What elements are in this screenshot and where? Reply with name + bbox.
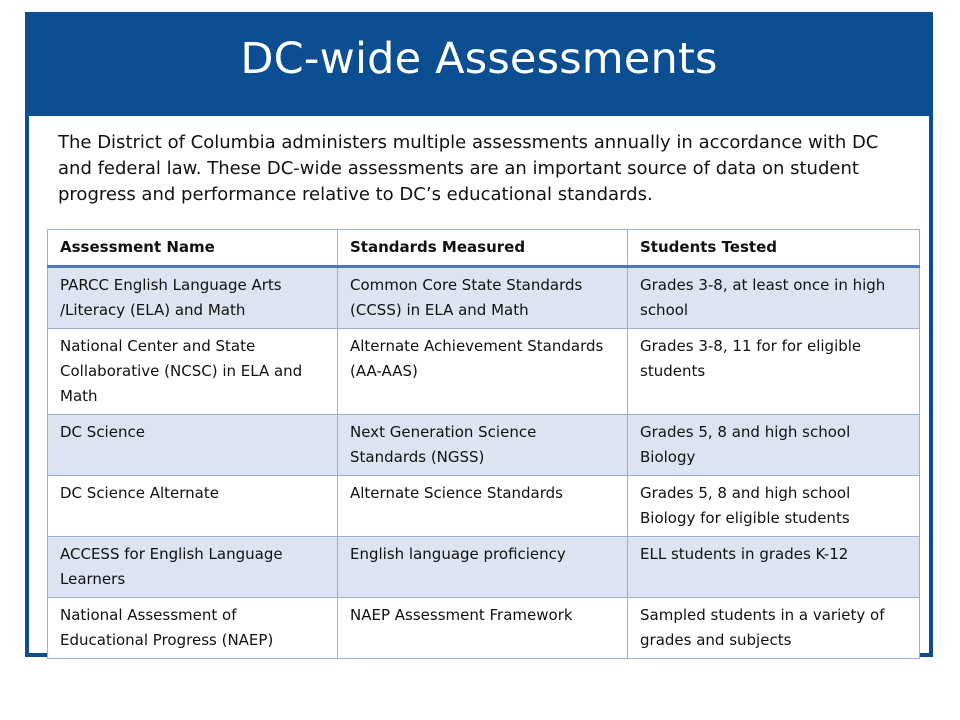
- cell-assessment-name: ACCESS for English Language Learners: [48, 537, 338, 598]
- cell-standards-measured: Alternate Science Standards: [338, 476, 628, 537]
- column-header-standards-measured: Standards Measured: [338, 230, 628, 267]
- cell-students-tested: Sampled students in a variety of grades and subjects: [628, 598, 920, 659]
- cell-standards-measured: Common Core State Standards (CCSS) in ELA and Math: [338, 267, 628, 329]
- cell-students-tested: Grades 3-8, 11 for for eligible students: [628, 329, 920, 415]
- cell-standards-measured: English language proficiency: [338, 537, 628, 598]
- table-row: [48, 537, 920, 598]
- cell-assessment-name: DC Science Alternate: [48, 476, 338, 537]
- cell-assessment-name: DC Science: [48, 415, 338, 476]
- cell-assessment-name: National Center and State Collaborative (NCSC) in ELA and Math: [48, 329, 338, 415]
- cell-standards-measured: NAEP Assessment Framework: [338, 598, 628, 659]
- table-header-row: [48, 230, 920, 267]
- column-header-students-tested: Students Tested: [628, 230, 920, 267]
- table-row: [48, 415, 920, 476]
- table-row: [48, 598, 920, 659]
- column-header-assessment-name: Assessment Name: [48, 230, 338, 267]
- table-row: [48, 329, 920, 415]
- table-row: [48, 476, 920, 537]
- cell-students-tested: ELL students in grades K-12: [628, 537, 920, 598]
- intro-paragraph: The District of Columbia administers multiple assessments annually in accordance with DC and federal law. These DC-wide assessments are an important source of data on student progress and performance relative to DC’s educational standards.: [58, 132, 879, 205]
- page-title: DC-wide Assessments: [240, 34, 718, 84]
- title-banner: [25, 12, 933, 116]
- assessments-table: [47, 229, 920, 659]
- cell-assessment-name: PARCC English Language Arts /Literacy (ELA) and Math: [48, 267, 338, 329]
- cell-students-tested: Grades 3-8, at least once in high school: [628, 267, 920, 329]
- cell-standards-measured: Alternate Achievement Standards (AA-AAS): [338, 329, 628, 415]
- cell-assessment-name: National Assessment of Educational Progress (NAEP): [48, 598, 338, 659]
- cell-standards-measured: Next Generation Science Standards (NGSS): [338, 415, 628, 476]
- cell-students-tested: Grades 5, 8 and high school Biology for eligible students: [628, 476, 920, 537]
- cell-students-tested: Grades 5, 8 and high school Biology: [628, 415, 920, 476]
- table-row: [48, 267, 920, 329]
